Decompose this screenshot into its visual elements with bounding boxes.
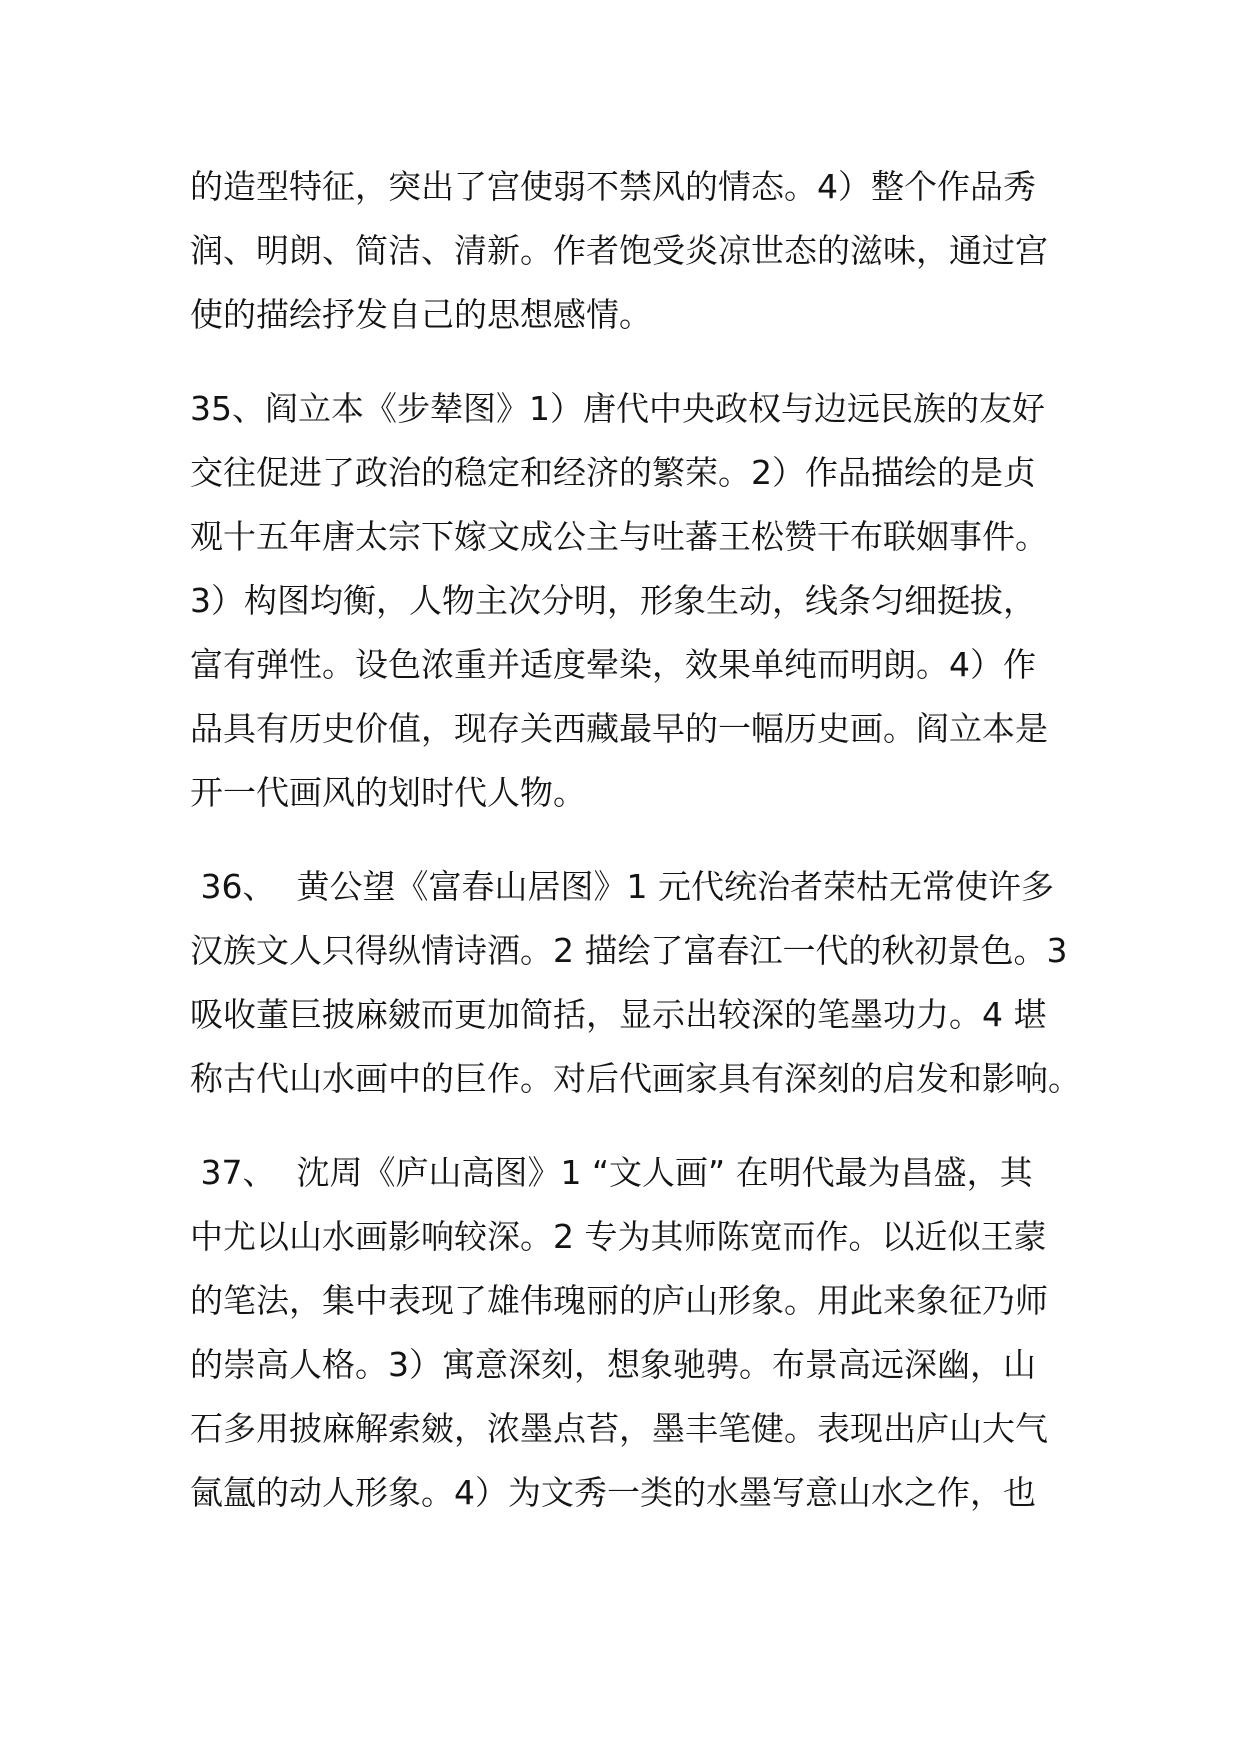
text-line: 汉族文人只得纵情诗酒。2 描绘了富春江一代的秋初景色。3 — [190, 931, 1068, 970]
text-line: 中尤以山水画影响较深。2 专为其师陈宽而作。以近似王蒙 — [190, 1217, 1047, 1256]
text-line: 使的描绘抒发自己的思想感情。 — [190, 295, 652, 334]
document-body — [190, 155, 1081, 1525]
text-line: 的造型特征，突出了宫使弱不禁风的情态。4）整个作品秀 — [190, 167, 1036, 206]
text-line: 交往促进了政治的稳定和经济的繁荣。2）作品描绘的是贞 — [190, 453, 1036, 492]
paragraph-item-37 — [190, 1141, 1056, 1525]
text-line: 吸收董巨披麻皴而更加简括，显示出较深的笔墨功力。4 堪 — [190, 995, 1047, 1034]
text-line: 石多用披麻解索皴，浓墨点苔，墨丰笔健。表现出庐山大气 — [190, 1409, 1048, 1448]
paragraph-item-36 — [190, 855, 1081, 1111]
text-line: 开一代画风的划时代人物。 — [190, 773, 586, 812]
text-line: 35、阎立本《步辇图》1）唐代中央政权与边远民族的友好 — [190, 389, 1045, 428]
paragraph-item-35 — [190, 377, 1056, 825]
text-line: 3）构图均衡，人物主次分明，形象生动，线条匀细挺拔， — [190, 581, 1036, 620]
text-line: 品具有历史价值，现存关西藏最早的一幅历史画。阎立本是 — [190, 709, 1048, 748]
text-line: 的笔法，集中表现了雄伟瑰丽的庐山形象。用此来象征乃师 — [190, 1281, 1048, 1320]
paragraph-continued — [190, 155, 1056, 347]
text-line: 称古代山水画中的巨作。对后代画家具有深刻的启发和影响。 — [190, 1059, 1081, 1098]
text-line: 氤氲的动人形象。4）为文秀一类的水墨写意山水之作，也 — [190, 1473, 1036, 1512]
text-line: 润、明朗、简洁、清新。作者饱受炎凉世态的滋味，通过宫 — [190, 231, 1048, 270]
text-line: 37、 沈周《庐山高图》1 “文人画” 在明代最为昌盛，其 — [190, 1153, 1033, 1192]
text-line: 富有弹性。设色浓重并适度晕染，效果单纯而明朗。4）作 — [190, 645, 1036, 684]
text-line: 的崇高人格。3）寓意深刻，想象驰骋。布景高远深幽，山 — [190, 1345, 1036, 1384]
text-line: 36、 黄公望《富春山居图》1 元代统治者荣枯无常使许多 — [190, 867, 1054, 906]
text-line: 观十五年唐太宗下嫁文成公主与吐蕃王松赞干布联姻事件。 — [190, 517, 1048, 556]
